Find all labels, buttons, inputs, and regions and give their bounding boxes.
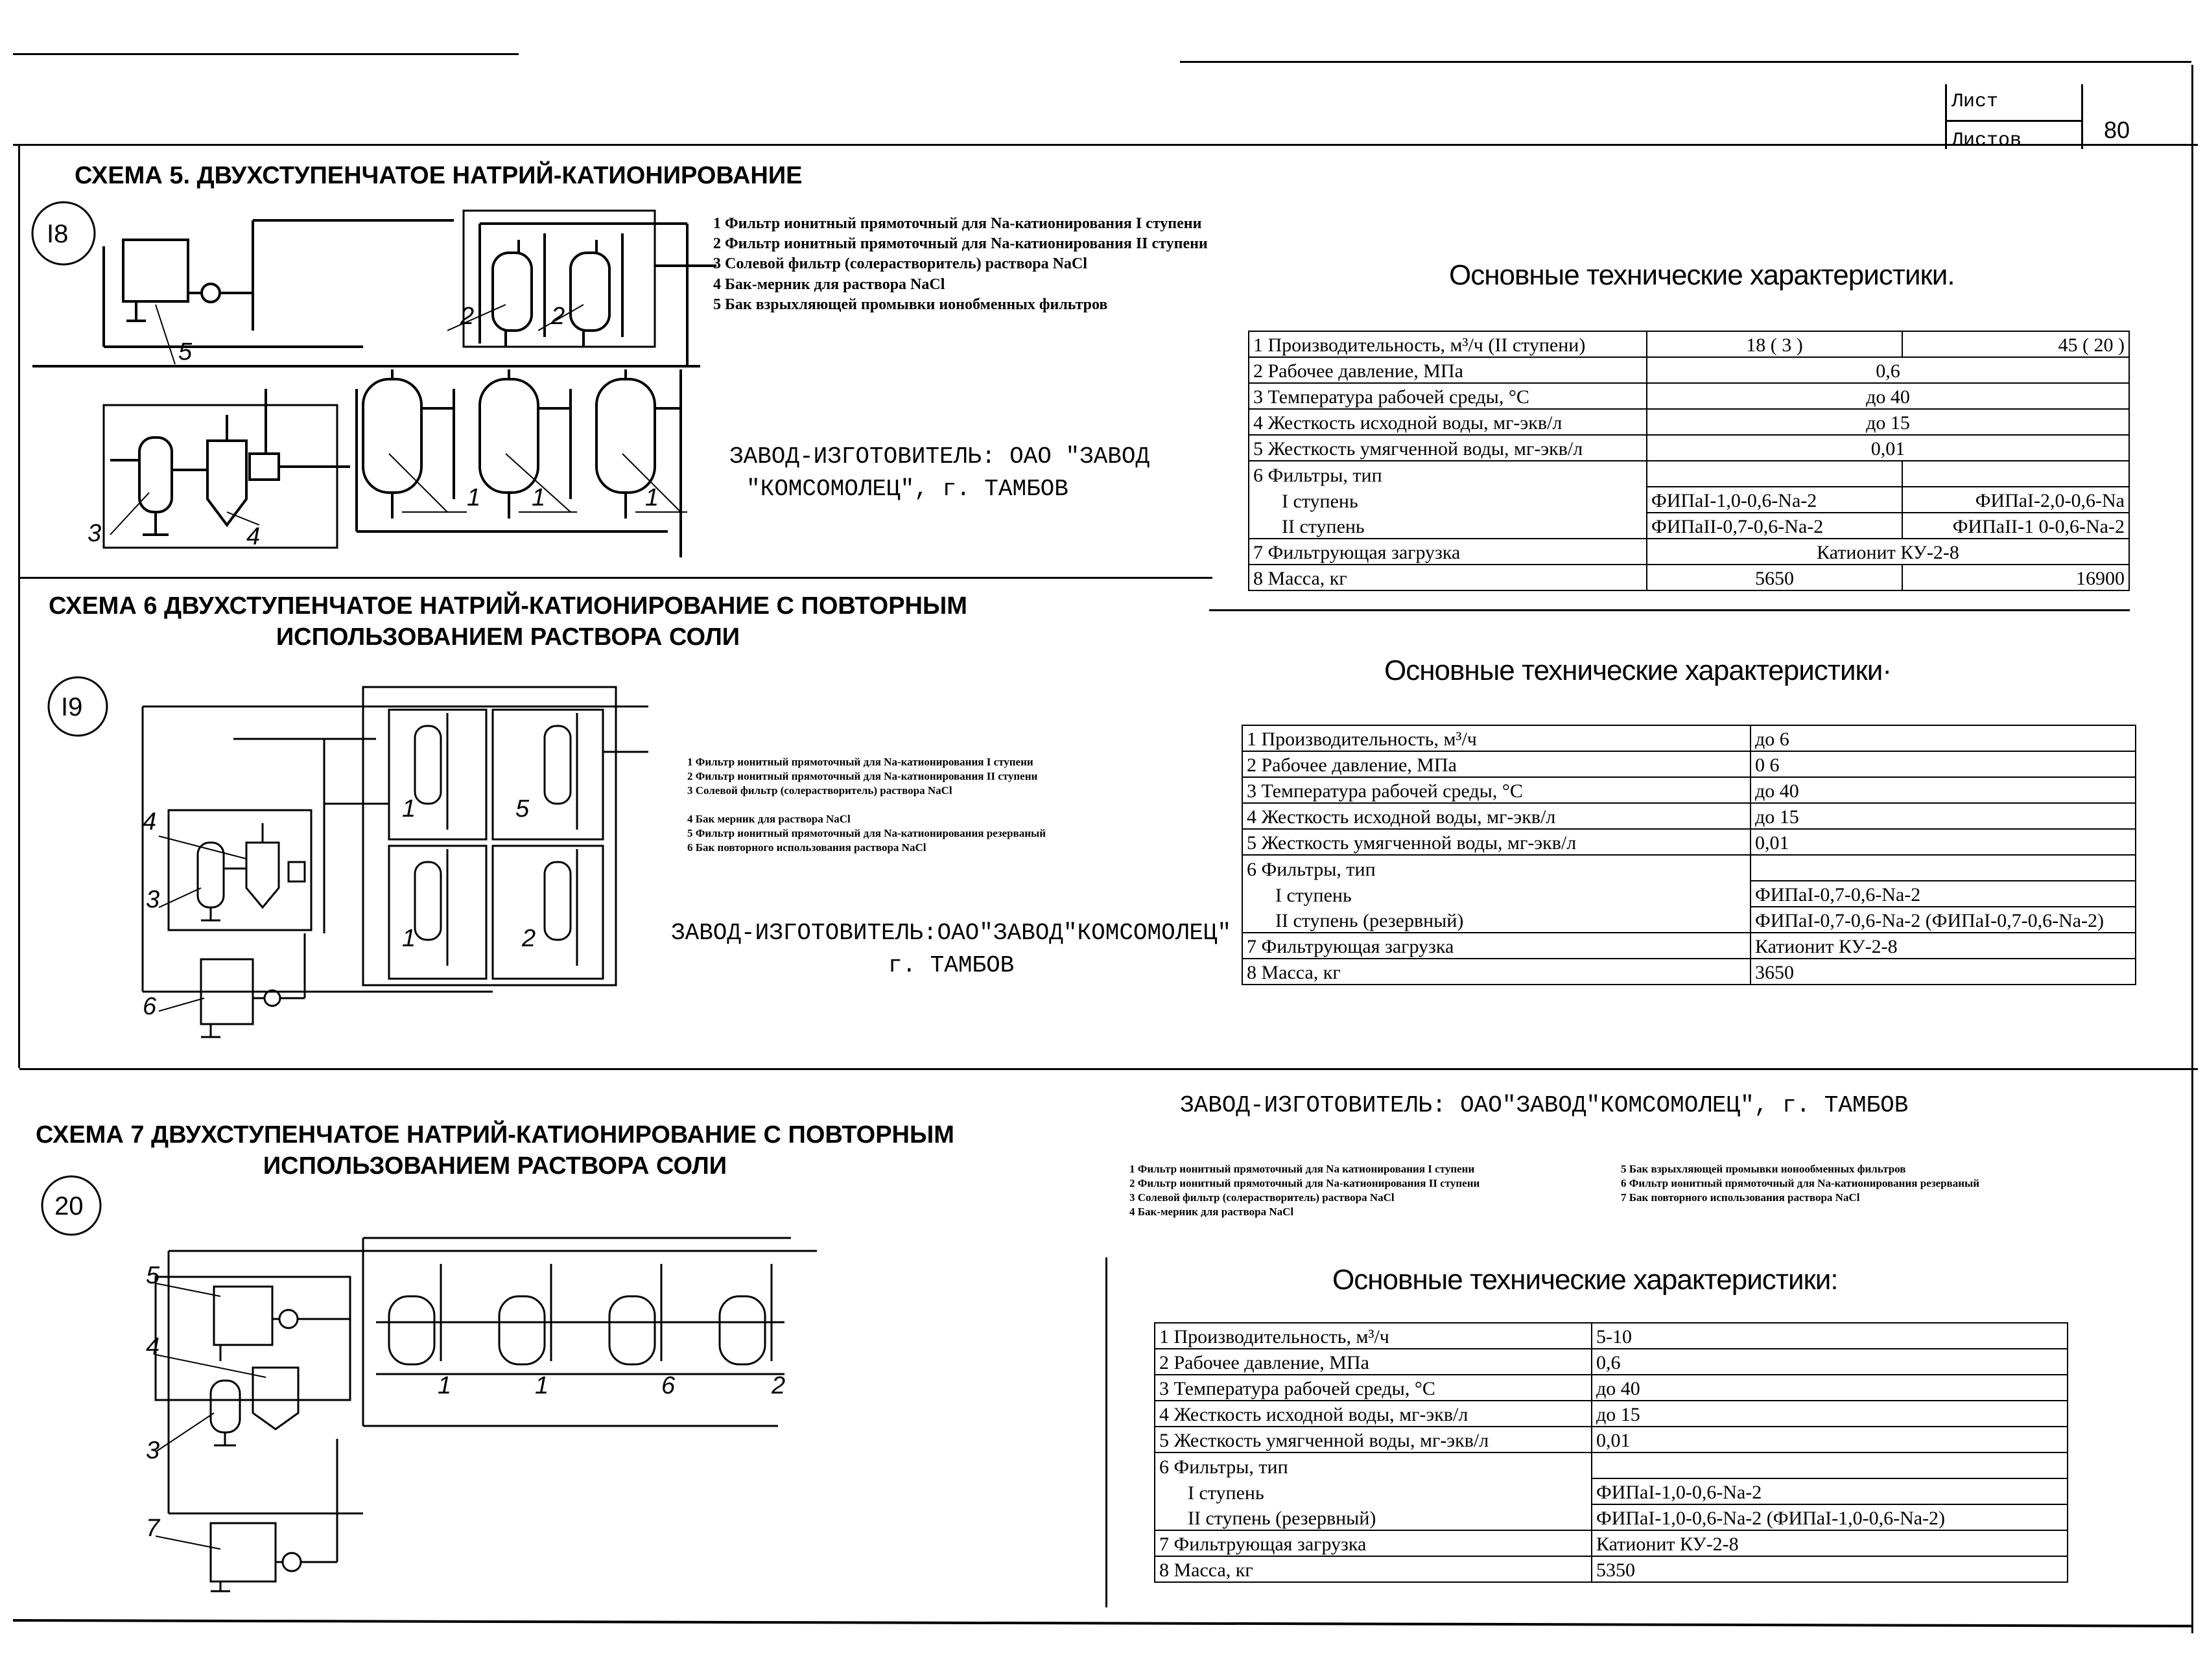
scheme5-number: I8 bbox=[47, 220, 69, 248]
sheet-list-label: Лист bbox=[1951, 91, 1999, 113]
section-divider-1 bbox=[19, 577, 1212, 579]
scheme5-label-2a: 2 bbox=[460, 303, 475, 330]
scheme7-table-border bbox=[1105, 1257, 1107, 1607]
scheme6-specs-table bbox=[1242, 725, 2136, 985]
table-row: 7 Фильтрующая загрузка Катионит КУ-2-8 bbox=[1155, 1530, 2068, 1556]
legend-item: 2 Фильтр ионитный прямоточный для Na-катионирования II ступени bbox=[713, 235, 1208, 253]
table-row: 5 Жесткость умягченной воды, мг-экв/л 0,01 bbox=[1242, 829, 2136, 855]
legend-item: 6 Бак повторного использования раствора NaCl bbox=[687, 841, 926, 854]
legend-item: 5 Фильтр ионитный прямоточный для Na-катионирования резерваный bbox=[687, 827, 1046, 840]
scheme7-label-2: 2 bbox=[772, 1372, 786, 1399]
scheme5-label-1a: 1 bbox=[467, 484, 481, 511]
scheme7-diagram bbox=[26, 1167, 856, 1594]
table-row: 2 Рабочее давление, МПа 0,6 bbox=[1155, 1349, 2068, 1375]
table-row: 6 Фильтры, тип bbox=[1155, 1452, 2068, 1478]
legend-item: 2 Фильтр ионитный прямоточный для Na-катионирования II ступени bbox=[1129, 1177, 1480, 1190]
scheme6-diagram bbox=[39, 674, 687, 1063]
scheme7-legend-left bbox=[1129, 1162, 1480, 1219]
legend-item: 6 Фильтр ионитный прямоточный для Na-катионирования резерваный bbox=[1621, 1177, 1980, 1190]
scheme5-table-underline bbox=[1209, 609, 2130, 611]
scheme6-title bbox=[49, 591, 967, 653]
legend-item: 4 Бак-мерник для раствора NaCl bbox=[1129, 1206, 1294, 1219]
scheme6-number: I9 bbox=[61, 693, 83, 721]
table-row: 2 Рабочее давление, МПа 0,6 bbox=[1249, 357, 2129, 383]
table-row: 4 Жесткость исходной воды, мг-экв/л до 15 bbox=[1155, 1401, 2068, 1427]
scheme7-label-7: 7 bbox=[146, 1515, 160, 1542]
scheme7-label-1a: 1 bbox=[438, 1372, 452, 1399]
scheme7-specs-title: Основные технические характеристики: bbox=[1332, 1264, 1838, 1296]
scheme7-label-4: 4 bbox=[146, 1333, 160, 1360]
scheme6-label-3: 3 bbox=[146, 886, 160, 913]
table-row: 3 Температура рабочей среды, °С до 40 bbox=[1155, 1375, 2068, 1401]
scheme7-specs-table bbox=[1154, 1322, 2068, 1583]
table-row: 5 Жесткость умягченной воды, мг-экв/л 0,01 bbox=[1155, 1427, 2068, 1452]
scheme5-label-4: 4 bbox=[246, 523, 261, 550]
scheme5-label-2b: 2 bbox=[551, 303, 565, 330]
right-border bbox=[2191, 65, 2193, 1633]
table-row: 2 Рабочее давление, МПа 0 6 bbox=[1242, 751, 2136, 777]
scheme5-diagram bbox=[13, 194, 739, 557]
table-row: II ступень ФИПаII-0,7-0,6-Na-2 ФИПаII-1 0-0,6-Na-2 bbox=[1249, 513, 2129, 539]
legend-item: 5 Бак взрыхляющей промывки ионобменных фильтров bbox=[713, 296, 1108, 313]
bottom-rule bbox=[13, 1619, 2191, 1628]
table-row: 6 Фильтры, тип bbox=[1249, 461, 2129, 487]
top-right-rule bbox=[1180, 61, 2191, 63]
table-row: 1 Производительность, м³/ч до 6 bbox=[1242, 725, 2136, 751]
page-number: 80 bbox=[2104, 117, 2130, 143]
header-rule bbox=[13, 144, 2198, 146]
table-row: II ступень (резервный) ФИПаI-0,7-0,6-Na-2 (ФИПаI-0,7-0,6-Na-2) bbox=[1242, 907, 2136, 933]
scheme5-specs-title: Основные технические характеристики. bbox=[1449, 259, 1955, 291]
table-row: 7 Фильтрующая загрузка Катионит КУ-2-8 bbox=[1242, 933, 2136, 959]
scheme7-number: 20 bbox=[54, 1192, 84, 1220]
legend-item: 3 Солевой фильтр (солерастворитель) раствора NaCl bbox=[1129, 1191, 1395, 1204]
table-row: 1 Производительность, м³/ч (II ступени) 18 ( 3 ) 45 ( 20 ) bbox=[1249, 331, 2129, 357]
scheme5-legend bbox=[713, 214, 1208, 315]
table-row: 4 Жесткость исходной воды, мг-экв/л до 15 bbox=[1249, 409, 2129, 435]
scheme7-label-3: 3 bbox=[146, 1437, 160, 1464]
scheme5-specs-table bbox=[1248, 331, 2130, 591]
legend-item: 5 Бак взрыхляющей промывки ионообменных фильтров bbox=[1621, 1163, 1906, 1175]
scheme5-label-3: 3 bbox=[88, 520, 102, 547]
scheme6-label-6: 6 bbox=[143, 993, 157, 1020]
legend-item: 1 Фильтр ионитный прямоточный для Na-катионирования I ступени bbox=[713, 215, 1202, 232]
table-row: 3 Температура рабочей среды, °С до 40 bbox=[1242, 777, 2136, 803]
legend-item: 3 Солевой фильтр (солерастворитель) раствора NaCl bbox=[713, 255, 1087, 273]
table-row: 3 Температура рабочей среды, °С до 40 bbox=[1249, 383, 2129, 409]
table-row: 8 Масса, кг 5650 16900 bbox=[1249, 565, 2129, 590]
scheme7-legend-right bbox=[1621, 1162, 1979, 1205]
sheet-sheets-label: Листов bbox=[1951, 130, 2022, 152]
scheme6-title-line1: СХЕМА 6 ДВУХСТУПЕНЧАТОЕ НАТРИЙ-КАТИОНИРОВАНИЕ С ПОВТОРНЫМ bbox=[49, 592, 967, 620]
scheme5-title: СХЕМА 5. ДВУХСТУПЕНЧАТОЕ НАТРИЙ-КАТИОНИРОВАНИЕ bbox=[75, 162, 803, 189]
table-row: 7 Фильтрующая загрузка Катионит КУ-2-8 bbox=[1249, 539, 2129, 565]
scheme6-title-line2: ИСПОЛЬЗОВАНИЕМ РАСТВОРА СОЛИ bbox=[276, 623, 740, 651]
table-row: 4 Жесткость исходной воды, мг-экв/л до 15 bbox=[1242, 803, 2136, 829]
table-row: 6 Фильтры, тип bbox=[1242, 855, 2136, 881]
table-row: 5 Жесткость умягченной воды, мг-экв/л 0,01 bbox=[1249, 435, 2129, 461]
legend-item: 7 Бак повторного использования раствора NaCl bbox=[1621, 1191, 1860, 1204]
scheme5-label-1b: 1 bbox=[532, 484, 546, 511]
top-left-rule bbox=[13, 53, 519, 55]
scheme5-manufacturer: ЗАВОД-ИЗГОТОВИТЕЛЬ: ОАО "ЗАВОД "КОМСОМОЛЕЦ", г. ТАМБОВ bbox=[729, 443, 1150, 503]
table-row: 1 Производительность, м³/ч 5-10 bbox=[1155, 1323, 2068, 1349]
scheme6-specs-title: Основные технические характеристики· bbox=[1384, 655, 1891, 686]
table-row: 8 Масса, кг 5350 bbox=[1155, 1556, 2068, 1582]
scheme6-label-1a: 1 bbox=[402, 795, 416, 822]
scheme7-manufacturer: ЗАВОД-ИЗГОТОВИТЕЛЬ: ОАО"ЗАВОД"КОМСОМОЛЕЦ", г. ТАМБОВ bbox=[1180, 1092, 1909, 1119]
scheme7-label-5: 5 bbox=[146, 1262, 160, 1289]
scheme7-title-line2: ИСПОЛЬЗОВАНИЕМ РАСТВОРА СОЛИ bbox=[263, 1152, 727, 1180]
scheme7-label-6: 6 bbox=[661, 1372, 676, 1399]
scheme7-title-line1: СХЕМА 7 ДВУХСТУПЕНЧАТОЕ НАТРИЙ-КАТИОНИРОВАНИЕ С ПОВТОРНЫМ bbox=[36, 1121, 954, 1149]
scheme6-label-1b: 1 bbox=[402, 925, 416, 952]
scheme5-label-5: 5 bbox=[178, 338, 193, 366]
table-row: II ступень (резервный) ФИПаI-1,0-0,6-Na-2 (ФИПаI-1,0-0,6-Na-2) bbox=[1155, 1504, 2068, 1530]
legend-item: 3 Солевой фильтр (солерастворитель) раствора NaCl bbox=[687, 784, 952, 797]
legend-item: 4 Бак-мерник для раствора NaCl bbox=[713, 275, 945, 293]
scheme6-label-2: 2 bbox=[522, 925, 536, 952]
legend-item: 1 Фильтр ионитный прямоточный для Na катионирования I ступени bbox=[1129, 1163, 1475, 1175]
legend-item: 2 Фильтр ионитный прямоточный для Na-катионирования II ступени bbox=[687, 770, 1038, 783]
table-row: 8 Масса, кг 3650 bbox=[1242, 959, 2136, 985]
scheme6-manufacturer: ЗАВОД-ИЗГОТОВИТЕЛЬ:ОАО"ЗАВОД"КОМСОМОЛЕЦ" г. ТАМБОВ bbox=[671, 920, 1232, 979]
legend-item: 1 Фильтр ионитный прямоточный для Na-катионирования I ступени bbox=[687, 756, 1033, 768]
table-row: I ступень ФИПаI-1,0-0,6-Na-2 bbox=[1155, 1478, 2068, 1504]
scheme6-legend bbox=[687, 755, 1046, 856]
scheme6-label-4: 4 bbox=[143, 808, 157, 835]
table-row: I ступень ФИПаI-0,7-0,6-Na-2 bbox=[1242, 881, 2136, 907]
scheme5-label-1c: 1 bbox=[645, 484, 659, 511]
scheme6-label-5: 5 bbox=[515, 795, 530, 822]
legend-item bbox=[687, 798, 1046, 812]
legend-item: 4 Бак мерник для раствора NaCl bbox=[687, 813, 851, 826]
section-divider-2 bbox=[19, 1068, 2198, 1070]
table-row: I ступень ФИПаI-1,0-0,6-Na-2 ФИПаI-2,0-0,6-Na bbox=[1249, 487, 2129, 513]
scheme7-label-1b: 1 bbox=[535, 1372, 549, 1399]
